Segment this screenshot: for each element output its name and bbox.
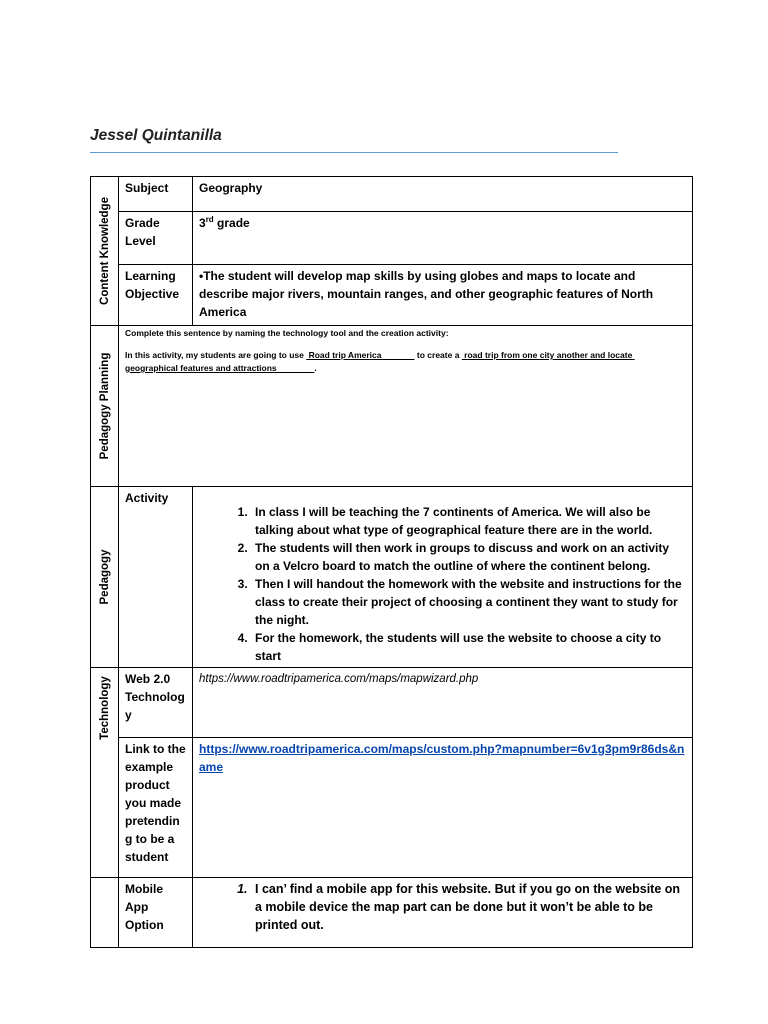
section-label: Content Knowledge	[98, 197, 111, 305]
creation-activity-blank: road trip from one city another and locate geographical features and attractions	[125, 350, 635, 373]
activity-step: 4. For the homework, the students will use the website to choose a city to start	[251, 629, 686, 665]
web-label: Web 2.0 Technolog y	[119, 668, 193, 738]
row-activity	[91, 487, 693, 668]
subject-value: Geography	[193, 177, 693, 212]
grade-label: Grade Level	[119, 212, 193, 265]
row-web	[91, 668, 693, 738]
grade-ordinal: rd	[205, 215, 214, 224]
sentence-suffix: .	[314, 363, 317, 373]
planning-cell	[119, 326, 693, 487]
row-objective	[91, 265, 693, 326]
row-mobile	[91, 878, 693, 948]
activity-step: 3. Then I will handout the homework with the website and instructions for the class to create their project of choosing a continent they want to study for the night.	[251, 575, 686, 629]
example-label: Link to the example product you made pretendin g to be a student	[119, 738, 193, 878]
objective-value: •The student will develop map skills by using globes and maps to locate and describe major rivers, mountain ranges, and other geographic features of North America	[193, 265, 693, 326]
section-technology	[91, 668, 119, 878]
mobile-label: Mobile App Option	[119, 878, 193, 948]
activity-step: 2. The students will then work in groups to discuss and work on an activity on a Velcro board to match the outline of where the continent belong.	[251, 539, 686, 575]
section-content-knowledge	[91, 177, 119, 326]
grade-value	[193, 212, 693, 265]
title-divider	[90, 152, 618, 153]
grade-suffix: grade	[213, 216, 250, 230]
technology-tool-blank: Road trip America	[306, 350, 415, 360]
section-label: Technology	[98, 676, 111, 740]
mobile-option	[193, 878, 693, 948]
lesson-plan-table	[90, 176, 693, 948]
planning-instruction: Complete this sentence by naming the technology tool and the creation activity:	[125, 328, 449, 338]
planning-sentence	[125, 349, 686, 375]
section-pedagogy-planning	[91, 326, 119, 487]
example-cell	[193, 738, 693, 878]
row-subject	[91, 177, 693, 212]
subject-label: Subject	[119, 177, 193, 212]
activity-step: 1. In class I will be teaching the 7 continents of America. We will also be talking about what type of geographical feature there are in the world.	[251, 503, 686, 539]
web-tool-url: https://www.roadtripamerica.com/maps/mapwizard.php	[193, 668, 693, 738]
activity-steps	[193, 487, 693, 668]
mobile-option-item: 1. I can’ find a mobile app for this website. But if you go on the website on a mobile device the map part can be done but it won’t be able to be printed out.	[251, 880, 686, 934]
section-label: Pedagogy Planning	[98, 352, 111, 460]
row-grade	[91, 212, 693, 265]
grade-number: 3	[199, 216, 206, 230]
section-pedagogy	[91, 487, 119, 668]
activity-label: Activity	[119, 487, 193, 668]
section-label: Pedagogy	[98, 549, 111, 605]
section-empty	[91, 878, 119, 948]
row-example	[91, 738, 693, 878]
sentence-prefix: In this activity, my students are going to use	[125, 350, 307, 360]
author-name: Jessel Quintanilla	[90, 127, 222, 144]
objective-label: Learning Objective	[119, 265, 193, 326]
example-product-link[interactable]: https://www.roadtripamerica.com/maps/custom.php?mapnumber=6v1g3pm9r86ds&name	[199, 742, 685, 774]
row-planning	[91, 326, 693, 487]
sentence-middle: to create a	[414, 350, 462, 360]
